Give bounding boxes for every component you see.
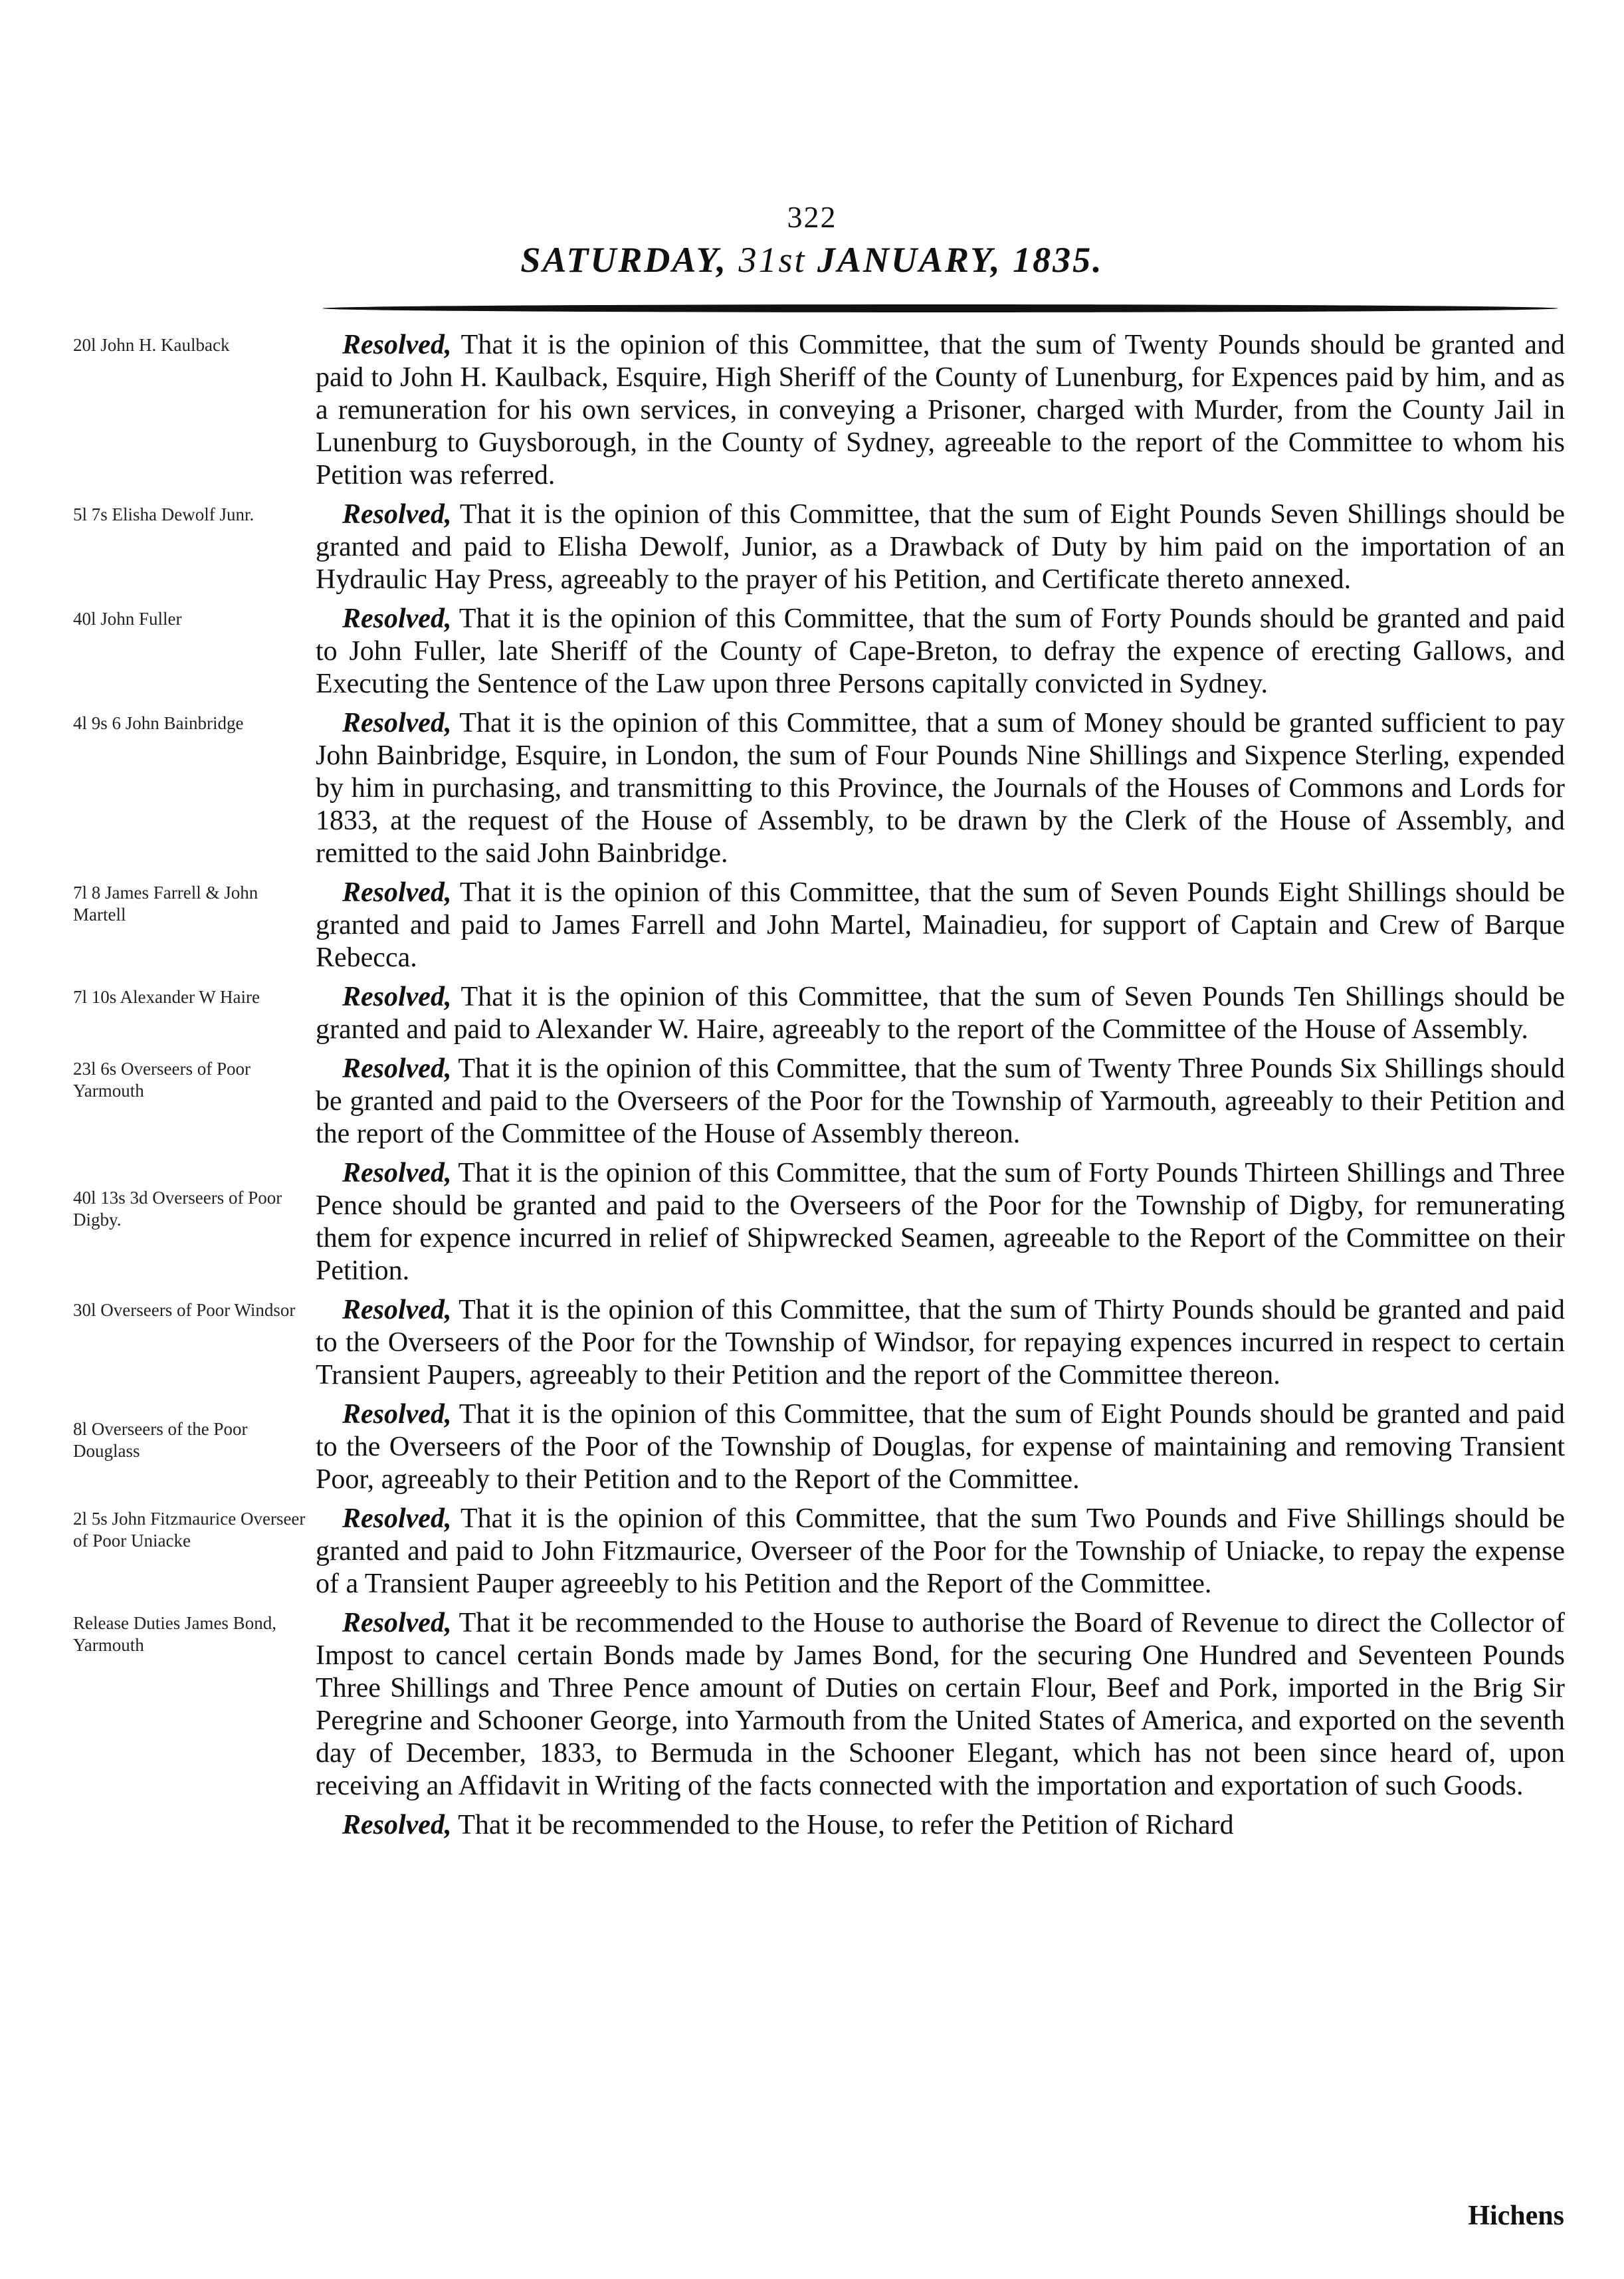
resolution-lead: Resolved, xyxy=(342,877,452,908)
resolution-lead: Resolved, xyxy=(342,1399,452,1430)
resolution-body: That it be recommended to the House to authorise the Board of Revenue to direct the Collector of Impost to cancel certain Bonds made by James Bond, for the securing One Hundred and Seventeen Pounds Three Shillings and Three Pence amount of Duties on certain Flour, Beef and Pork, imported in the Brig Sir Peregrine and Schooner George, into Yarmouth from the United States of America, and exported on the seventh day of December, 1833, to Bermuda in the Schooner Elegant, which has not been since heard of, upon receiving an Affidavit in Writing of the facts connected with the importation and exportation of such Goods. xyxy=(316,1608,1565,1801)
resolution-entry xyxy=(0,1053,1624,1150)
resolution-entry xyxy=(0,1809,1624,1842)
resolution-body: That it is the opinion of this Committee, that the sum of Seven Pounds Eight Shillings should be granted and paid to James Farrell and John Martel, Mainadieu, for support of Captain and Crew of Barque Rebecca. xyxy=(316,877,1565,973)
margin-note: 40l John Fuller xyxy=(73,609,182,629)
resolution-body: That it is the opinion of this Committee, that the sum Two Pounds and Five Shillings should be granted and paid to John Fitzmaurice, Overseer of the Poor for the Township of Uniacke, to repay the expense of a Transient Pauper agreeebly to his Petition and the Report of the Committee. xyxy=(316,1503,1565,1599)
resolution-body: That it is the opinion of this Committee, that the sum of Twenty Pounds should be granted and paid to John H. Kaulback, Esquire, High Sheriff of the County of Lunenburg, for Expences paid by him, and as a remuneration for his own services, in conveying a Prisoner, charged with Murder, from the County Jail in Lunenburg to Guysborough, in the County of Sydney, agreeable to the report of the Committee to whom his Petition was referred. xyxy=(316,330,1565,490)
margin-note: 23l 6s Overseers of Poor Yarmouth xyxy=(73,1059,251,1101)
resolution-entry xyxy=(0,877,1624,974)
resolution-text xyxy=(316,1503,1565,1600)
resolution-entry xyxy=(0,1503,1624,1600)
resolution-entry xyxy=(0,1294,1624,1392)
resolution-entry xyxy=(0,603,1624,701)
resolution-body: That it be recommended to the House, to refer the Petition of Richard xyxy=(451,1810,1234,1840)
margin-note: 5l 7s Elisha Dewolf Junr. xyxy=(73,504,254,524)
resolution-text xyxy=(316,707,1565,870)
catchword: Hichens xyxy=(1468,2201,1564,2231)
resolutions-list xyxy=(0,329,1624,1848)
resolution-body: That it is the opinion of this Committee, that the sum of Twenty Three Pounds Six Shillings should be granted and paid to the Overseers of the Poor for the Township of Yarmouth, agreeably to their Petition and the report of the Committee of the House of Assembly thereon. xyxy=(316,1053,1565,1149)
resolution-text xyxy=(316,498,1565,596)
resolution-lead: Resolved, xyxy=(342,1053,452,1084)
date-heading-day: 31st xyxy=(728,240,818,280)
resolution-body: That it is the opinion of this Committee, that a sum of Money should be granted sufficient to pay John Bainbridge, Esquire, in London, the sum of Four Pounds Nine Shillings and Sixpence Sterling, expended by him in purchasing, and transmitting to this Province, the Journals of the Houses of Commons and Lords for 1833, at the request of the House of Assembly, to be drawn by the Clerk of the House of Assembly, and remitted to the said John Bainbridge. xyxy=(316,708,1565,869)
resolution-text xyxy=(316,603,1565,701)
resolution-entry xyxy=(0,981,1624,1046)
resolution-text xyxy=(316,1294,1565,1392)
resolution-text xyxy=(316,877,1565,974)
resolution-text xyxy=(316,1398,1565,1496)
resolution-body: That it is the opinion of this Committee, that the sum of Eight Pounds should be granted and paid to the Overseers of the Poor of the Township of Douglas, for expense of maintaining and removing Transient Poor, agreeably to their Petition and to the Report of the Committee. xyxy=(316,1399,1565,1495)
resolution-lead: Resolved, xyxy=(342,1503,452,1534)
date-heading xyxy=(0,239,1624,280)
resolution-lead: Resolved, xyxy=(342,1295,452,1325)
margin-note: 7l 8 James Farrell & John Martell xyxy=(73,883,258,924)
resolution-body: That it is the opinion of this Committee, that the sum of Eight Pounds Seven Shillings should be granted and paid to Elisha Dewolf, Junior, as a Drawback of Duty by him paid on the importation of an Hydraulic Hay Press, agreeably to the prayer of his Petition, and Certificate thereto annexed. xyxy=(316,499,1565,595)
margin-note: 40l 13s 3d Overseers of Poor Digby. xyxy=(73,1188,282,1230)
heading-rule xyxy=(322,304,1558,312)
margin-note: 20l John H. Kaulback xyxy=(73,335,230,355)
margin-note: Release Duties James Bond, Yarmouth xyxy=(73,1613,276,1655)
resolution-lead: Resolved, xyxy=(342,499,452,530)
resolution-entry xyxy=(0,329,1624,492)
resolution-lead: Resolved, xyxy=(342,982,452,1012)
resolution-text xyxy=(316,1157,1565,1287)
page-number: 322 xyxy=(787,200,837,234)
resolution-entry xyxy=(0,1398,1624,1496)
resolution-entry xyxy=(0,707,1624,870)
margin-note: 8l Overseers of the Poor Douglass xyxy=(73,1419,248,1461)
resolution-lead: Resolved, xyxy=(342,603,452,634)
date-heading-prefix: SATURDAY, xyxy=(520,240,728,280)
date-heading-suffix: JANUARY, 1835. xyxy=(817,240,1104,280)
resolution-text xyxy=(316,1053,1565,1150)
margin-note: 4l 9s 6 John Bainbridge xyxy=(73,713,244,733)
resolution-lead: Resolved, xyxy=(342,330,452,360)
resolution-body: That it is the opinion of this Committee, that the sum of Thirty Pounds should be granted and paid to the Overseers of the Poor for the Township of Windsor, for repaying expences incurred in respect to certain Transient Paupers, agreeably to their Petition and the report of the Committee thereon. xyxy=(316,1295,1565,1390)
resolution-text xyxy=(316,1809,1565,1842)
margin-note: 2l 5s John Fitzmaurice Overseer of Poor Uniacke xyxy=(73,1509,306,1551)
margin-note: 30l Overseers of Poor Windsor xyxy=(73,1300,296,1320)
resolution-lead: Resolved, xyxy=(342,1608,452,1638)
resolution-lead: Resolved, xyxy=(342,708,452,738)
resolution-body: That it is the opinion of this Committee, that the sum of Forty Pounds should be granted and paid to John Fuller, late Sheriff of the County of Cape-Breton, to defray the expence of erecting Gallows, and Executing the Sentence of the Law upon three Persons capitally convicted in Sydney. xyxy=(316,603,1565,699)
resolution-text xyxy=(316,1607,1565,1802)
resolution-entry xyxy=(0,1157,1624,1287)
resolution-lead: Resolved, xyxy=(342,1158,452,1188)
resolution-entry xyxy=(0,498,1624,596)
resolution-lead: Resolved, xyxy=(342,1810,452,1840)
resolution-text xyxy=(316,981,1565,1046)
margin-note: 7l 10s Alexander W Haire xyxy=(73,987,260,1007)
resolution-body: That it is the opinion of this Committee, that the sum of Forty Pounds Thirteen Shillings and Three Pence should be granted and paid to the Overseers of the Poor for the Township of Digby, for remunerating them for expence incurred in relief of Shipwrecked Seamen, agreeable to the Report of the Committee on their Petition. xyxy=(316,1158,1565,1286)
resolution-entry xyxy=(0,1607,1624,1802)
resolution-text xyxy=(316,329,1565,492)
resolution-body: That it is the opinion of this Committee, that the sum of Seven Pounds Ten Shillings should be granted and paid to Alexander W. Haire, agreeably to the report of the Committee of the House of Assembly. xyxy=(316,982,1565,1045)
